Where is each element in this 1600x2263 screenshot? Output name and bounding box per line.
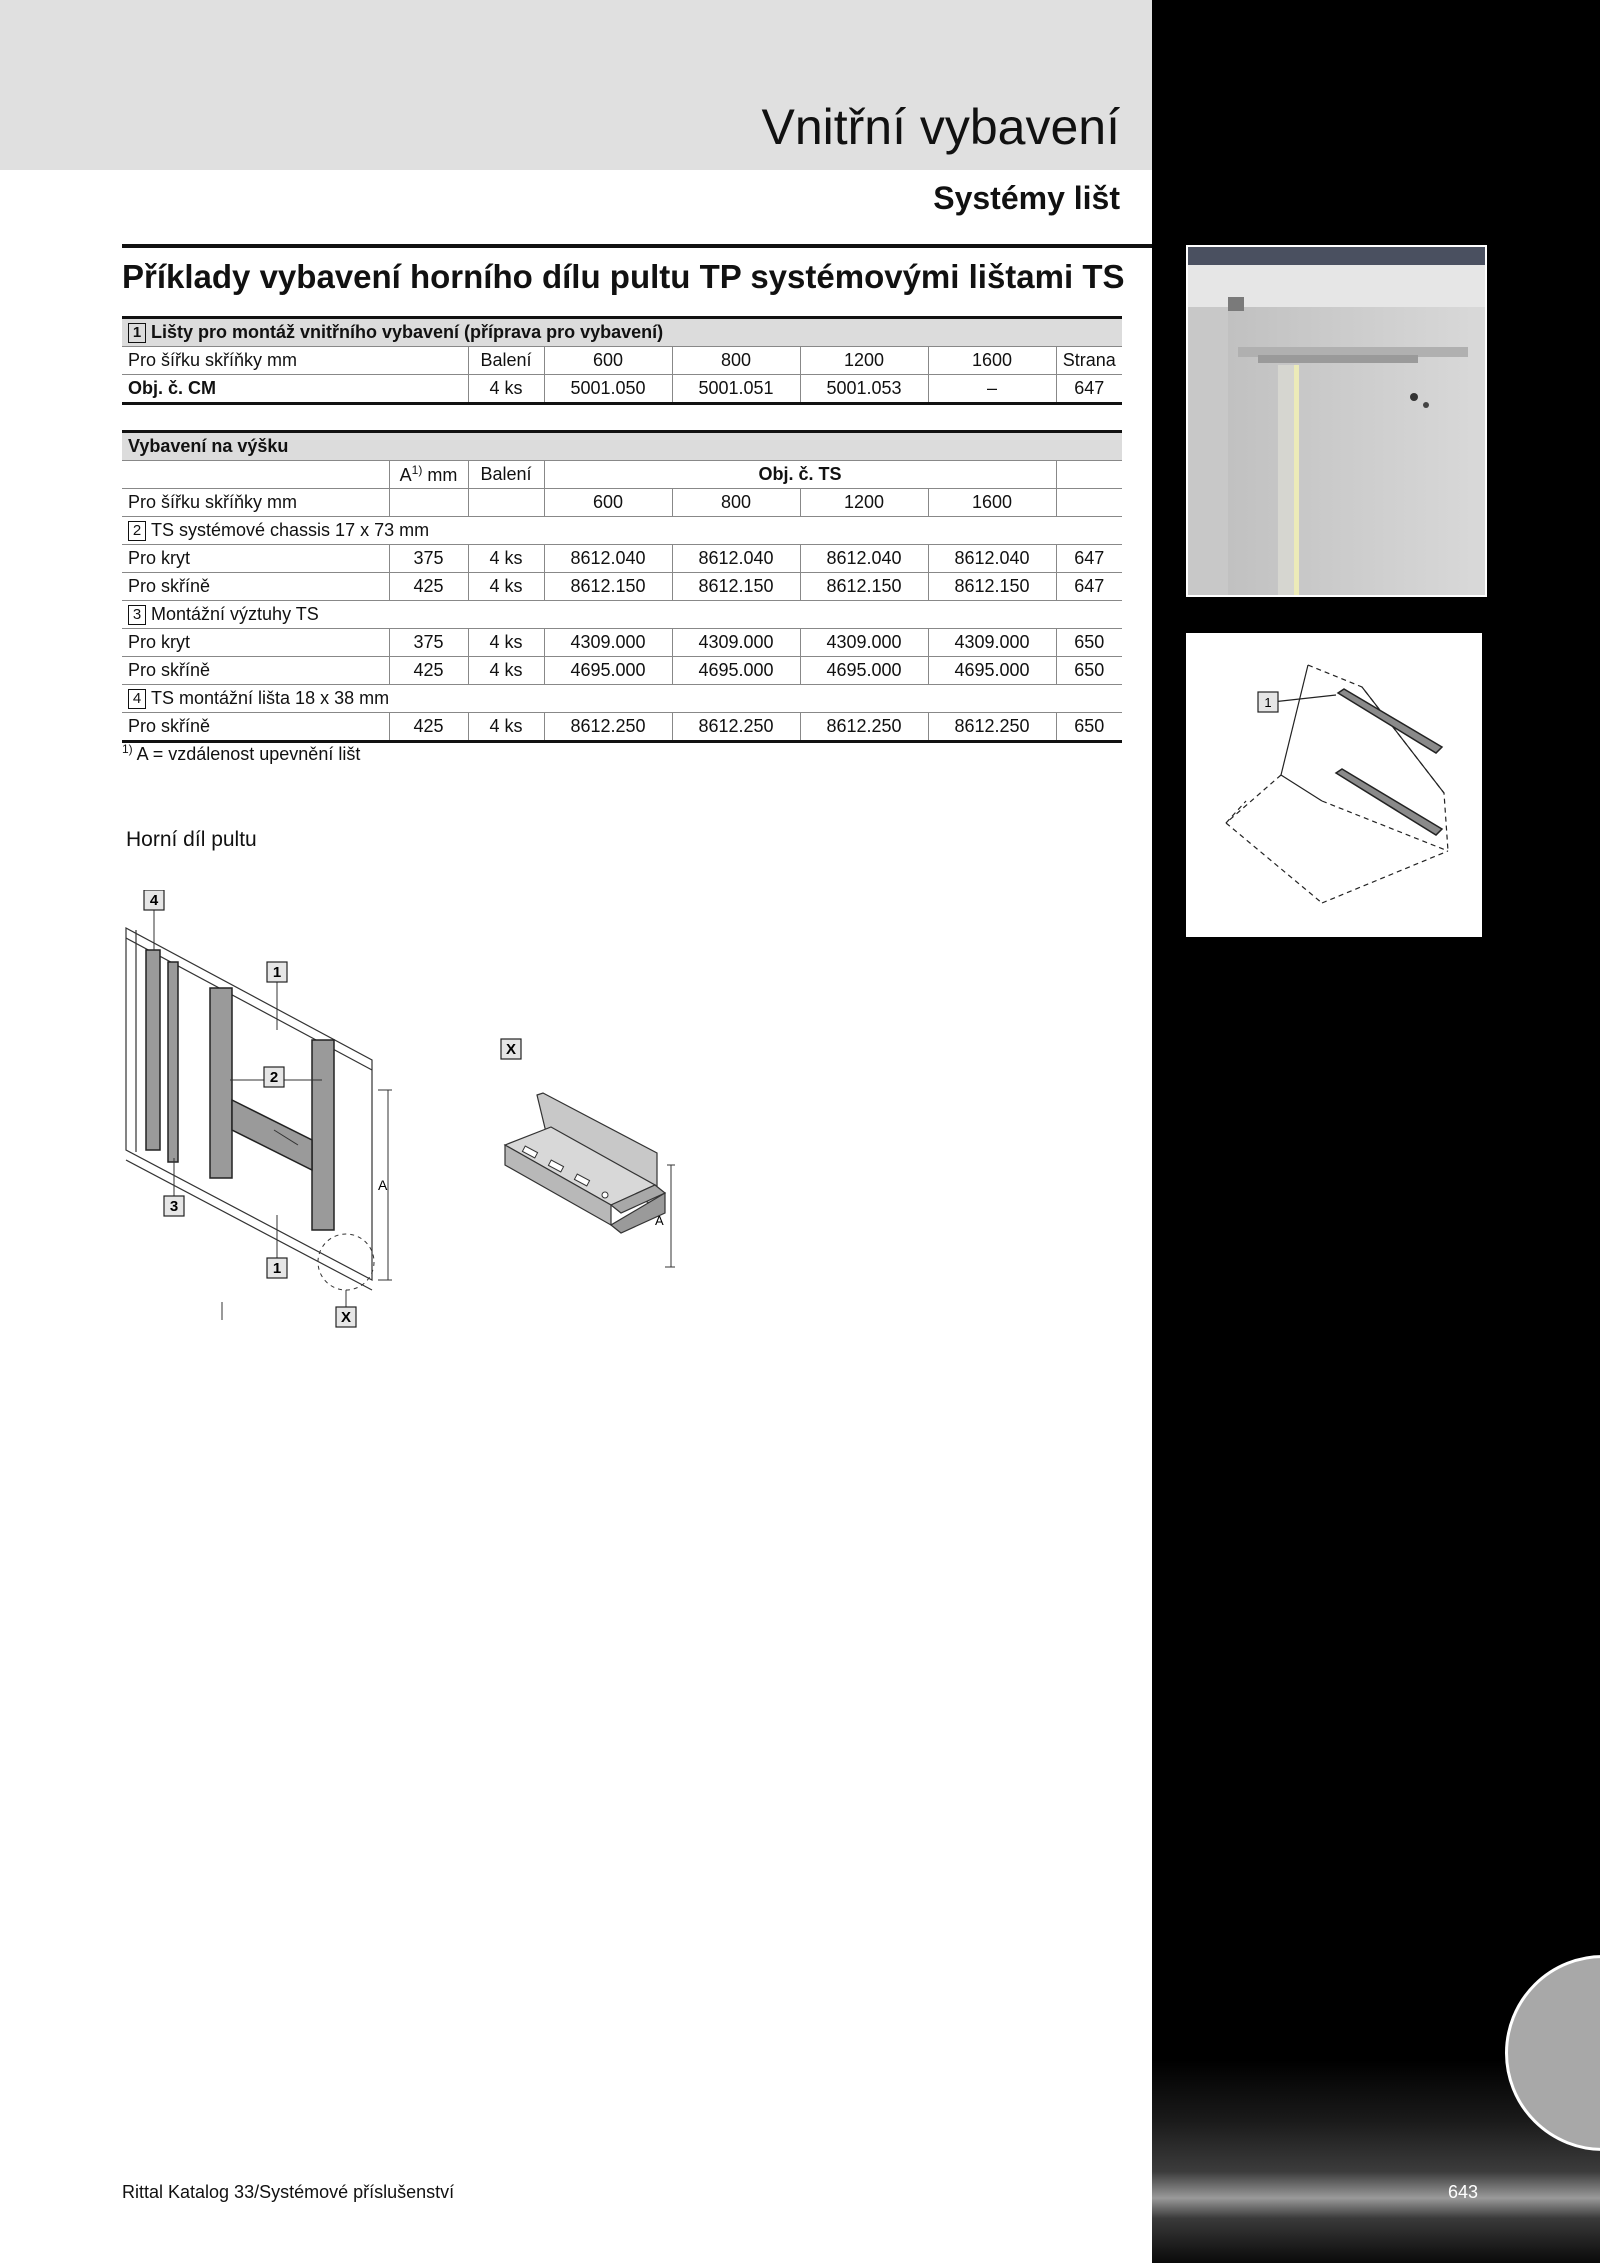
order-number: 5001.053	[800, 375, 928, 404]
header-cell: 600	[544, 347, 672, 375]
header-cell-a: $A^{1)}$ mm	[389, 461, 468, 489]
table-row	[122, 713, 1122, 742]
table-cell: 4 ks	[468, 657, 544, 685]
page-ref: 647	[1056, 375, 1122, 404]
row-label: Obj. č. CM	[122, 375, 468, 404]
title-rule	[122, 244, 1152, 248]
desk-top-drawing	[1186, 633, 1482, 937]
row-label: Pro skříně	[122, 573, 389, 601]
callout-1-bottom: 1	[272, 1260, 282, 1277]
row-label: Pro kryt	[122, 545, 389, 573]
callout-3: 3	[169, 1198, 179, 1215]
table-cell: 4309.000	[928, 629, 1056, 657]
order-number: –	[928, 375, 1056, 404]
table-cell: 8612.040	[928, 545, 1056, 573]
header-cell: Balení	[468, 461, 544, 489]
table-cell: 4309.000	[544, 629, 672, 657]
dimension-a-label: A	[378, 1177, 388, 1193]
desk-top-diagram	[1186, 633, 1482, 937]
table-cell: 375	[389, 629, 468, 657]
section-heading: Příklady vybavení horního dílu pultu TP systémovými lištami TS	[122, 258, 1125, 295]
table-cell: 650	[1056, 629, 1122, 657]
table-cell: 650	[1056, 657, 1122, 685]
table-title-row	[122, 432, 1122, 461]
header-cell	[1056, 489, 1122, 517]
header-cell: 800	[672, 347, 800, 375]
order-number: 5001.050	[544, 375, 672, 404]
table-cell: 4309.000	[672, 629, 800, 657]
header-cell: Balení	[468, 347, 544, 375]
callout-x-detail: X	[505, 1041, 517, 1058]
table-cell: 4695.000	[544, 657, 672, 685]
callout-4: 4	[149, 892, 159, 909]
table-cell: 425	[389, 657, 468, 685]
table-cell: 4 ks	[468, 713, 544, 742]
table-cell: 425	[389, 713, 468, 742]
figure-caption: Horní díl pultu	[126, 828, 257, 851]
table-cell: 647	[1056, 573, 1122, 601]
desk-frame-drawing	[122, 890, 422, 1340]
table-cell: 8612.250	[800, 713, 928, 742]
table-cell: 8612.250	[544, 713, 672, 742]
row-label: Pro skříně	[122, 713, 389, 742]
header-cell	[389, 489, 468, 517]
table-cell: 4309.000	[800, 629, 928, 657]
table-row	[122, 375, 1122, 404]
table-title: Vybavení na výšku	[122, 432, 1122, 461]
table-header-row	[122, 489, 1122, 517]
rails-table	[122, 316, 1122, 405]
callout-x: X	[340, 1309, 352, 1326]
table-cell: 8612.150	[928, 573, 1056, 601]
table-cell: 650	[1056, 713, 1122, 742]
table-cell: 4 ks	[468, 375, 544, 404]
row-label: Pro skříně	[122, 657, 389, 685]
callout-1: 1	[272, 964, 282, 981]
dimension-a-detail: A	[655, 1213, 664, 1228]
table-cell: 4 ks	[468, 629, 544, 657]
group-title: TS montážní lišta 18 x 38 mm	[151, 688, 390, 708]
table-title: Lišty pro montáž vnitřního vybavení (příprava pro vybavení)	[151, 322, 664, 342]
group-title: TS systémové chassis 17 x 73 mm	[151, 520, 430, 540]
table-header-row	[122, 347, 1122, 375]
footer-catalog: Rittal Katalog 33/Systémové příslušenství	[122, 2182, 455, 2202]
header-cell: 1600	[928, 489, 1056, 517]
rail-detail-drawing	[495, 1035, 695, 1285]
table-cell: 4 ks	[468, 545, 544, 573]
page-subtitle: Systémy lišt	[933, 180, 1120, 216]
group-row	[122, 601, 1122, 629]
footnote: $^{1)}$ A = vzdálenost upevnění lišt	[122, 742, 361, 764]
table-cell: 8612.150	[544, 573, 672, 601]
group-title: Montážní výztuhy TS	[151, 604, 319, 624]
header-cell: Pro šířku skříňky mm	[122, 489, 389, 517]
header-cell	[122, 461, 389, 489]
table-row	[122, 657, 1122, 685]
table-cell: 4695.000	[672, 657, 800, 685]
row-label: Pro kryt	[122, 629, 389, 657]
table-cell: 8612.150	[672, 573, 800, 601]
table-cell: 647	[1056, 545, 1122, 573]
table-cell: 8612.250	[928, 713, 1056, 742]
header-cell	[1056, 461, 1122, 489]
table-cell: 8612.250	[672, 713, 800, 742]
item-number-badge: 1	[128, 323, 146, 343]
table-row	[122, 545, 1122, 573]
table-cell: 4695.000	[800, 657, 928, 685]
header-cell: 800	[672, 489, 800, 517]
table-header-row	[122, 461, 1122, 489]
table-cell: 4 ks	[468, 573, 544, 601]
table-cell: 425	[389, 573, 468, 601]
header-cell: Pro šířku skříňky mm	[122, 347, 468, 375]
header-cell: 1200	[800, 347, 928, 375]
header-cell: 1200	[800, 489, 928, 517]
table-cell: 8612.040	[672, 545, 800, 573]
order-number: 5001.051	[672, 375, 800, 404]
table-title-row	[122, 318, 1122, 347]
table-cell: 8612.150	[800, 573, 928, 601]
vertical-equipment-table	[122, 430, 1122, 743]
table-row	[122, 629, 1122, 657]
header-cell: 1600	[928, 347, 1056, 375]
photo-illustration	[1188, 247, 1485, 595]
item-number-badge: 4	[128, 689, 146, 709]
table-cell: 4695.000	[928, 657, 1056, 685]
table-row	[122, 573, 1122, 601]
callout-1: 1	[1264, 695, 1272, 710]
table-cell: 8612.040	[544, 545, 672, 573]
item-number-badge: 3	[128, 605, 146, 625]
table-cell: 8612.040	[800, 545, 928, 573]
page-title: Vnitřní vybavení	[761, 99, 1120, 155]
product-photo	[1186, 245, 1487, 597]
group-row	[122, 685, 1122, 713]
header-cell: Strana	[1056, 347, 1122, 375]
header-cell: Obj. č. TS	[544, 461, 1056, 489]
callout-2: 2	[269, 1069, 279, 1086]
header-cell: 600	[544, 489, 672, 517]
table-cell: 375	[389, 545, 468, 573]
page-number: 643	[1448, 2182, 1479, 2202]
item-number-badge: 2	[128, 521, 146, 541]
header-cell	[468, 489, 544, 517]
group-row	[122, 517, 1122, 545]
